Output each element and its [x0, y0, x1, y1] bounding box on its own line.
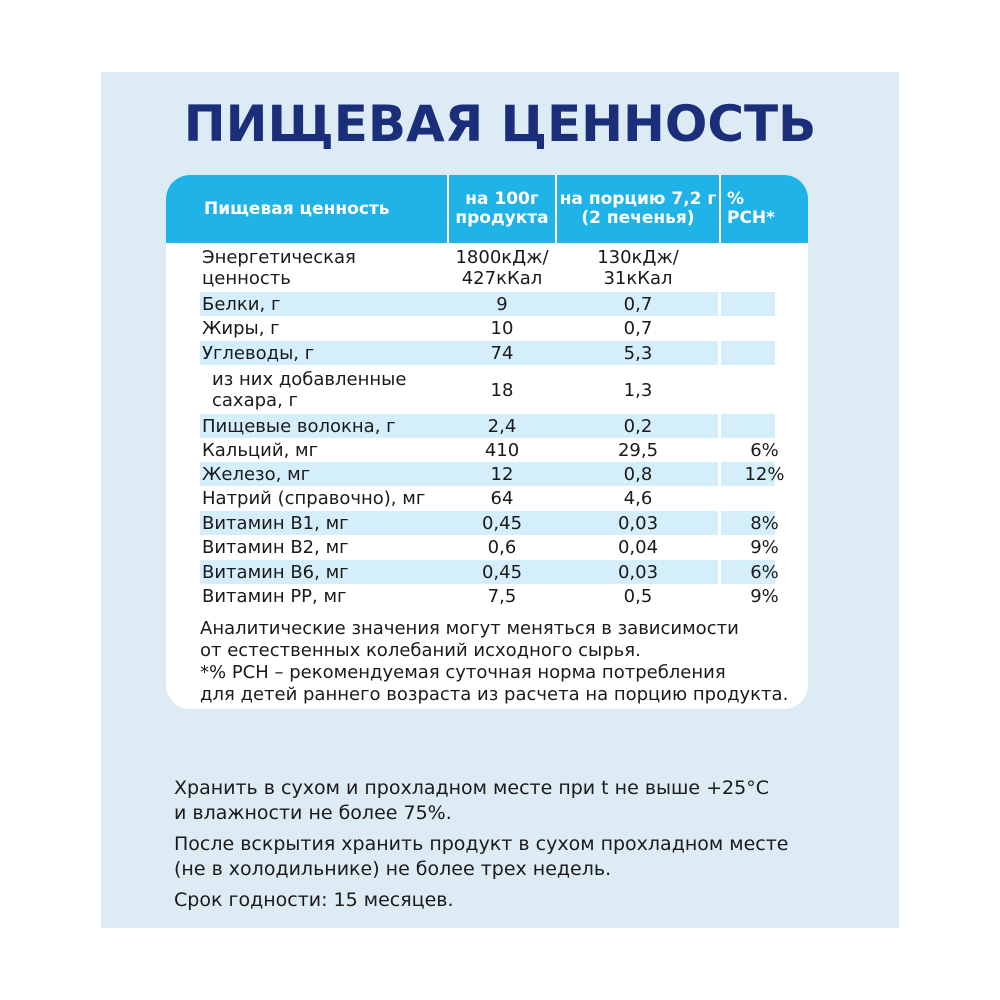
- row-label: Углеводы, г: [202, 342, 315, 364]
- table-row: [166, 341, 808, 365]
- row-per100: 2,4: [487, 415, 517, 437]
- row-portion: 0,04: [617, 536, 659, 558]
- table-row: [166, 535, 808, 559]
- row-portion: 1,3: [623, 379, 653, 401]
- row-portion: 130кДж/ 31кКал: [597, 247, 679, 289]
- row-rsn: [721, 414, 808, 438]
- row-rsn: [721, 367, 808, 413]
- table-row: [166, 560, 808, 584]
- row-rsn: 12%: [744, 463, 785, 485]
- row-rsn: [721, 486, 808, 510]
- header-per-100g: на 100г продукта: [455, 189, 549, 228]
- row-rsn: [721, 245, 808, 291]
- row-portion: 0,8: [623, 463, 653, 485]
- table-row: [166, 438, 808, 462]
- row-label: Энергетическая ценность: [202, 247, 356, 289]
- row-rsn: 9%: [750, 585, 779, 607]
- row-rsn: 9%: [750, 536, 779, 558]
- row-label: Витамин В2, мг: [202, 536, 349, 558]
- row-portion: 0,7: [623, 317, 653, 339]
- row-label: Натрий (справочно), мг: [202, 487, 426, 509]
- row-label: Пищевые волокна, г: [202, 415, 396, 437]
- row-per100: 410: [484, 439, 520, 461]
- row-portion: 5,3: [623, 342, 653, 364]
- row-per100: 0,6: [487, 536, 517, 558]
- row-portion: 0,2: [623, 415, 653, 437]
- row-label: из них добавленные сахара, г: [212, 369, 407, 411]
- storage-instructions: [174, 776, 874, 913]
- row-label: Белки, г: [202, 293, 281, 315]
- row-portion: 0,03: [617, 561, 659, 583]
- row-rsn: 6%: [750, 439, 779, 461]
- after-opening-instructions: После вскрытия хранить продукт в сухом прохладном месте (не в холодильнике) не более трех недель.: [174, 833, 789, 880]
- table-row: [166, 486, 808, 510]
- header-nutrition-value: Пищевая ценность: [204, 198, 390, 219]
- row-rsn: [721, 341, 808, 365]
- footnote-line: для детей раннего возраста из расчета на порцию продукта.: [200, 684, 789, 705]
- row-label: Витамин РР, мг: [202, 585, 347, 607]
- footnote-line: от естественных колебаний исходного сырья.: [200, 640, 641, 661]
- storage-conditions: Хранить в сухом и прохладном месте при t не выше +25°С и влажности не более 75%.: [174, 777, 770, 824]
- shelf-life: Срок годности: 15 месяцев.: [174, 889, 454, 911]
- row-per100: 10: [490, 317, 514, 339]
- row-portion: 4,6: [623, 487, 653, 509]
- row-per100: 7,5: [487, 585, 517, 607]
- row-portion: 0,7: [623, 293, 653, 315]
- table-row: [166, 584, 808, 608]
- row-rsn: 6%: [750, 561, 779, 583]
- row-portion: 0,5: [623, 585, 653, 607]
- table-row: [166, 511, 808, 535]
- row-per100: 74: [490, 342, 514, 364]
- row-label: Железо, мг: [202, 463, 311, 485]
- footnote-line: *% РСН – рекомендуемая суточная норма потребления: [200, 662, 726, 683]
- nutrition-table-card: [166, 175, 808, 709]
- row-per100: 0,45: [481, 512, 523, 534]
- footnote-line: Аналитические значения могут меняться в зависимости: [200, 618, 739, 639]
- row-per100: 0,45: [481, 561, 523, 583]
- row-label: Витамин В6, мг: [202, 561, 349, 583]
- row-per100: 18: [490, 379, 514, 401]
- row-label: Витамин В1, мг: [202, 512, 349, 534]
- row-rsn: [721, 292, 808, 316]
- header-rsn-percent: % РСН*: [727, 189, 776, 228]
- row-per100: 9: [496, 293, 508, 315]
- row-per100: 64: [490, 487, 514, 509]
- row-rsn: 8%: [750, 512, 779, 534]
- table-row: [166, 462, 808, 486]
- row-per100: 1800кДж/ 427кКал: [455, 247, 549, 289]
- row-label: Кальций, мг: [202, 439, 319, 461]
- row-portion: 0,03: [617, 512, 659, 534]
- row-portion: 29,5: [617, 439, 659, 461]
- row-per100: 12: [490, 463, 514, 485]
- table-row: [166, 367, 808, 413]
- table-footnote: [200, 618, 800, 706]
- table-header: [166, 175, 808, 243]
- table-row: [166, 414, 808, 438]
- row-rsn: [721, 316, 808, 340]
- table-row: [166, 245, 808, 291]
- row-label: Жиры, г: [202, 317, 280, 339]
- table-row: [166, 292, 808, 316]
- table-row: [166, 316, 808, 340]
- header-per-portion: на порцию 7,2 г (2 печенья): [559, 189, 717, 228]
- page-title: ПИЩЕВАЯ ЦЕННОСТЬ: [183, 95, 817, 153]
